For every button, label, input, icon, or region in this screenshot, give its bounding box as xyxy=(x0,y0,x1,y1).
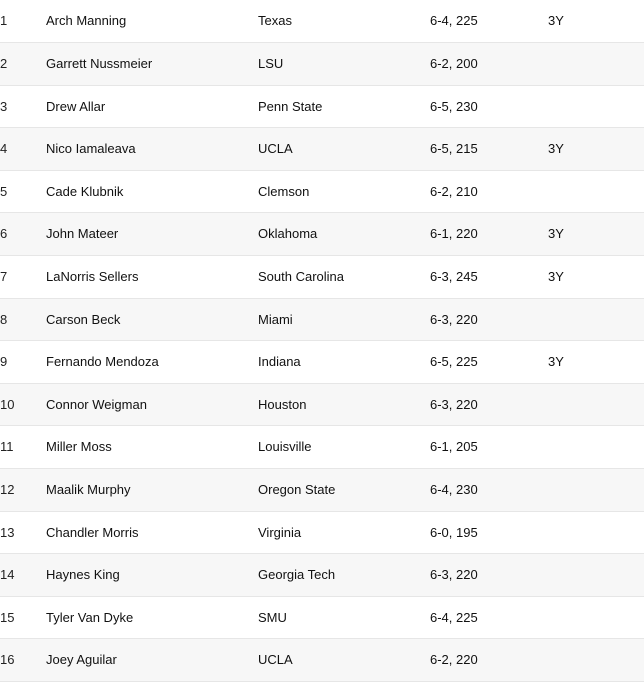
cell-team: Penn State xyxy=(258,85,430,128)
cell-experience xyxy=(548,469,644,512)
cell-experience: 3Y xyxy=(548,0,644,43)
cell-rank: 15 xyxy=(0,596,46,639)
cell-experience xyxy=(548,85,644,128)
table-row[interactable] xyxy=(0,341,644,384)
table-row[interactable] xyxy=(0,426,644,469)
cell-measurements: 6-3, 245 xyxy=(430,256,548,299)
cell-experience xyxy=(548,511,644,554)
cell-team: Houston xyxy=(258,383,430,426)
table-row[interactable] xyxy=(0,511,644,554)
cell-measurements: 6-5, 225 xyxy=(430,341,548,384)
cell-team: Clemson xyxy=(258,170,430,213)
cell-measurements: 6-2, 210 xyxy=(430,170,548,213)
table-row[interactable] xyxy=(0,256,644,299)
cell-measurements: 6-5, 215 xyxy=(430,128,548,171)
table-row[interactable] xyxy=(0,213,644,256)
cell-team: Oregon State xyxy=(258,469,430,512)
cell-rank: 7 xyxy=(0,256,46,299)
table-row[interactable] xyxy=(0,383,644,426)
cell-measurements: 6-4, 230 xyxy=(430,469,548,512)
cell-experience xyxy=(548,639,644,682)
cell-rank: 8 xyxy=(0,298,46,341)
cell-experience: 3Y xyxy=(548,128,644,171)
cell-measurements: 6-4, 225 xyxy=(430,596,548,639)
cell-player: Carson Beck xyxy=(46,298,258,341)
cell-measurements: 6-2, 220 xyxy=(430,639,548,682)
cell-experience: 3Y xyxy=(548,341,644,384)
table-row[interactable] xyxy=(0,469,644,512)
table-row[interactable] xyxy=(0,43,644,86)
cell-experience xyxy=(548,596,644,639)
cell-team: Texas xyxy=(258,0,430,43)
table-row[interactable] xyxy=(0,639,644,682)
table-row[interactable] xyxy=(0,298,644,341)
cell-rank: 12 xyxy=(0,469,46,512)
cell-experience xyxy=(548,170,644,213)
cell-rank: 14 xyxy=(0,554,46,597)
cell-experience: 3Y xyxy=(548,256,644,299)
cell-player: Maalik Murphy xyxy=(46,469,258,512)
cell-team: South Carolina xyxy=(258,256,430,299)
cell-rank: 2 xyxy=(0,43,46,86)
cell-rank: 5 xyxy=(0,170,46,213)
cell-player: Arch Manning xyxy=(46,0,258,43)
cell-measurements: 6-0, 195 xyxy=(430,511,548,554)
cell-experience: 3Y xyxy=(548,213,644,256)
cell-team: Indiana xyxy=(258,341,430,384)
cell-measurements: 6-2, 200 xyxy=(430,43,548,86)
cell-player: Fernando Mendoza xyxy=(46,341,258,384)
cell-player: Miller Moss xyxy=(46,426,258,469)
cell-rank: 11 xyxy=(0,426,46,469)
cell-team: UCLA xyxy=(258,639,430,682)
cell-measurements: 6-3, 220 xyxy=(430,298,548,341)
table-row[interactable] xyxy=(0,0,644,43)
cell-player: Cade Klubnik xyxy=(46,170,258,213)
cell-team: UCLA xyxy=(258,128,430,171)
cell-rank: 16 xyxy=(0,639,46,682)
cell-team: Miami xyxy=(258,298,430,341)
cell-measurements: 6-3, 220 xyxy=(430,383,548,426)
cell-experience xyxy=(548,383,644,426)
cell-experience xyxy=(548,426,644,469)
cell-rank: 3 xyxy=(0,85,46,128)
cell-experience xyxy=(548,298,644,341)
cell-rank: 9 xyxy=(0,341,46,384)
cell-player: Joey Aguilar xyxy=(46,639,258,682)
cell-player: Drew Allar xyxy=(46,85,258,128)
table-row[interactable] xyxy=(0,596,644,639)
cell-experience xyxy=(548,554,644,597)
cell-player: Tyler Van Dyke xyxy=(46,596,258,639)
cell-player: John Mateer xyxy=(46,213,258,256)
cell-player: Chandler Morris xyxy=(46,511,258,554)
cell-player: Garrett Nussmeier xyxy=(46,43,258,86)
cell-measurements: 6-1, 220 xyxy=(430,213,548,256)
cell-rank: 1 xyxy=(0,0,46,43)
cell-team: Oklahoma xyxy=(258,213,430,256)
table-row[interactable] xyxy=(0,554,644,597)
cell-experience xyxy=(548,43,644,86)
cell-player: Haynes King xyxy=(46,554,258,597)
cell-player: Connor Weigman xyxy=(46,383,258,426)
cell-measurements: 6-3, 220 xyxy=(430,554,548,597)
cell-measurements: 6-4, 225 xyxy=(430,0,548,43)
table-row[interactable] xyxy=(0,128,644,171)
cell-measurements: 6-1, 205 xyxy=(430,426,548,469)
cell-team: LSU xyxy=(258,43,430,86)
cell-rank: 4 xyxy=(0,128,46,171)
cell-rank: 10 xyxy=(0,383,46,426)
cell-team: Virginia xyxy=(258,511,430,554)
cell-rank: 13 xyxy=(0,511,46,554)
table-row[interactable] xyxy=(0,170,644,213)
cell-measurements: 6-5, 230 xyxy=(430,85,548,128)
cell-player: Nico Iamaleava xyxy=(46,128,258,171)
cell-player: LaNorris Sellers xyxy=(46,256,258,299)
table-row[interactable] xyxy=(0,85,644,128)
cell-team: Louisville xyxy=(258,426,430,469)
cell-rank: 6 xyxy=(0,213,46,256)
cell-team: SMU xyxy=(258,596,430,639)
cell-team: Georgia Tech xyxy=(258,554,430,597)
